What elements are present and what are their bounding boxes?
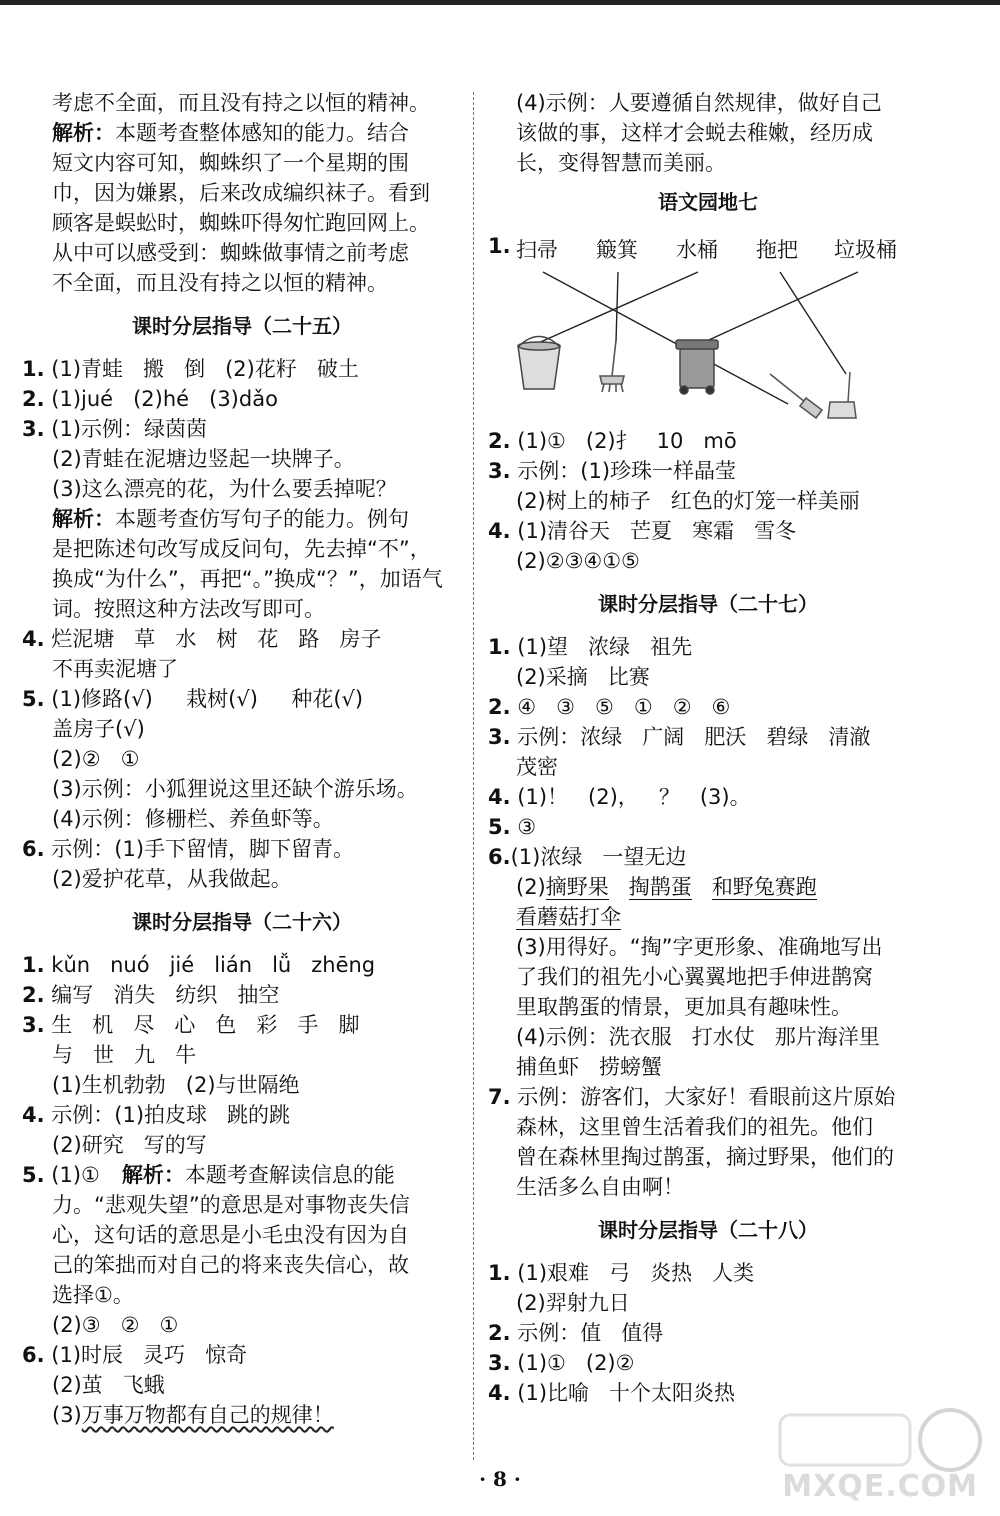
section-heading-yuwen: 语文园地七: [658, 190, 758, 214]
answer-line: 6. 示例：(1)手下留情，脚下留青。: [22, 837, 355, 861]
underlined-answer: 看蘑菇打伞: [516, 905, 621, 929]
answer-line: 3. 示例：浓绿 广阔 肥沃 碧绿 清澈: [488, 725, 871, 749]
section-heading-26: 课时分层指导（二十六）: [132, 910, 352, 934]
text-line: 选择①。: [52, 1283, 134, 1307]
text-line: 短文内容可知，蜘蛛织了一个星期的围: [52, 151, 409, 175]
match-line: [780, 272, 846, 374]
text-line: 力。“悲观失望”的意思是对事物丧失信: [52, 1193, 410, 1217]
watermark-logo: [760, 1400, 990, 1510]
answer-line: 6.(1)浓绿 一望无边: [488, 845, 687, 869]
bucket-icon: [518, 337, 560, 390]
answer-line: 捕鱼虾 捞螃蟹: [516, 1055, 663, 1079]
answer-line: (2)③ ② ①: [52, 1313, 179, 1337]
answer-line: 该做的事，这样才会蜕去稚嫩，经历成: [516, 121, 873, 145]
answer-line: 4. (1)！ (2)， ？ (3)。: [488, 785, 751, 809]
answer-line: (4)示例：人要遵循自然规律，做好自己: [516, 91, 882, 115]
answer-line: (3)这么漂亮的花，为什么要丢掉呢？: [52, 477, 397, 501]
answer-line: 5. (1)① 解析：本题考查解读信息的能: [22, 1163, 395, 1187]
answer-line: 2. 编写 消失 纺织 抽空: [22, 983, 280, 1007]
answer-line: (2)爱护花草，从我做起。: [52, 867, 292, 891]
answer-line: (2)摘野果 掏鹊蛋 和野兔赛跑: [516, 875, 817, 899]
answer-line: (4)示例：修栅栏、养鱼虾等。: [52, 807, 334, 831]
answer-line: 了我们的祖先小心翼翼地把手伸进鹊窝: [516, 965, 873, 989]
answer-line: 2. (1)jué (2)hé (3)dǎo: [22, 387, 278, 411]
text-line: 解析：本题考查整体感知的能力。结合: [52, 121, 409, 145]
answer-line: 3. (1)示例：绿茵茵: [22, 417, 208, 441]
text-line: 不全面，而且没有持之以恒的精神。: [52, 271, 388, 295]
answer-line: [488, 902, 928, 932]
word-label: 水桶: [676, 238, 718, 262]
text-line: 词。按照这种方法改写即可。: [52, 597, 325, 621]
answer-line: 1. (1)青蛙 搬 倒 (2)花籽 破土: [22, 357, 359, 381]
text-line: 考虑不全面，而且没有持之以恒的精神。: [52, 91, 430, 115]
underlined-answer: 掏鹊蛋: [628, 875, 692, 899]
page-number: · 8 ·: [479, 1467, 521, 1491]
answer-line: (2)研究 写的写: [52, 1133, 207, 1157]
answer-line: 长，变得智慧而美丽。: [516, 151, 726, 175]
word-label: 扫帚: [516, 238, 558, 262]
match-line: [543, 272, 788, 404]
match-line: [700, 272, 858, 344]
answer-line: 3. 示例：(1)珍珠一样晶莹: [488, 459, 737, 483]
broom-icon: [770, 374, 822, 418]
word-label: 簸箕: [596, 238, 638, 262]
answer-line: 4. 烂泥塘 草 水 树 花 路 房子: [22, 627, 382, 651]
answer-line: (3)万事万物都有自己的规律！: [52, 1403, 334, 1427]
watermark-text: MXQE.COM: [782, 1469, 978, 1504]
column-divider: [473, 92, 474, 1460]
answer-line: 与 世 九 牛: [52, 1043, 197, 1067]
trash-can-icon: [676, 340, 718, 394]
text-line: 巾，因为嫌累，后来改成编织袜子。看到: [52, 181, 430, 205]
answer-line: 3. 生 机 尽 心 色 彩 手 脚: [22, 1013, 360, 1037]
answer-line: 2. ④ ③ ⑤ ① ② ⑥: [488, 695, 731, 719]
answer-line: 1. kǔn nuó jié lián lǚ zhēng: [22, 953, 376, 977]
answer-line: 4. 示例：(1)拍皮球 跳的跳: [22, 1103, 291, 1127]
matching-graphic: [488, 226, 928, 426]
answer-line: (3)示例：小狐狸说这里还缺个游乐场。: [52, 777, 418, 801]
answer-line: 2. (1)① (2)扌 10 mō: [488, 429, 737, 453]
answer-line: 盖房子(√): [52, 717, 145, 741]
answer-line: 1. (1)艰难 弓 炎热 人类: [488, 1261, 755, 1285]
right-column: [488, 88, 928, 1408]
answer-line: (2)②③④①⑤: [516, 549, 640, 573]
wavy-underlined-answer: 万事万物都有自己的规律！: [81, 1403, 334, 1427]
answer-line: 4. (1)比喻 十个太阳炎热: [488, 1381, 736, 1405]
answer-line: 4. (1)清谷天 芒夏 寒霜 雪冬: [488, 519, 797, 543]
section-heading-25: 课时分层指导（二十五）: [132, 314, 352, 338]
answer-line: (4)示例：洗衣服 打水仗 那片海洋里: [516, 1025, 880, 1049]
answer-line: 7. 示例：游客们，大家好！看眼前这片原始: [488, 1085, 896, 1109]
answer-line: (3)用得好。“掏”字更形象、准确地写出: [516, 935, 883, 959]
left-column: [22, 88, 462, 1430]
text-line: 换成“为什么”，再把“。”换成“？”，加语气: [52, 567, 443, 591]
answer-line: 5. (1)修路(√) 栽树(√) 种花(√): [22, 687, 364, 711]
word-label: 垃圾桶: [834, 238, 897, 262]
answer-line: 6. (1)时辰 灵巧 惊奇: [22, 1343, 248, 1367]
answer-line: (2)采摘 比赛: [516, 665, 650, 689]
answer-line: 1. (1)望 浓绿 祖先: [488, 635, 693, 659]
answer-line: (2)② ①: [52, 747, 140, 771]
answer-line: 5. ③: [488, 815, 537, 839]
jiexi-label: 解析：: [52, 121, 115, 145]
underlined-answer: 和野兔赛跑: [711, 875, 817, 899]
mop-icon: [600, 340, 624, 392]
dustpan-icon: [828, 372, 856, 418]
answer-line: (1)生机勃勃 (2)与世隔绝: [52, 1073, 300, 1097]
answer-line: 曾在森林里掏过鹊蛋，摘过野果，他们的: [516, 1145, 894, 1169]
answer-line: 里取鹊蛋的情景，更加具有趣味性。: [516, 995, 852, 1019]
word-label: 拖把: [756, 238, 798, 262]
answer-line: (2)青蛙在泥塘边竖起一块牌子。: [52, 447, 355, 471]
answer-line: (2)茧 飞蛾: [52, 1373, 165, 1397]
text-line: 顾客是蜈蚣时，蜘蛛吓得匆忙跑回网上。: [52, 211, 430, 235]
answer-line: 2. 示例：值 值得: [488, 1321, 664, 1345]
underlined-answer: 摘野果: [545, 875, 609, 899]
matching-exercise: 1. 扫帚 簸箕 水桶 拖把 垃圾桶: [488, 226, 928, 426]
answer-line: 茂密: [516, 755, 558, 779]
section-heading-27: 课时分层指导（二十七）: [598, 592, 818, 616]
top-border: [0, 0, 1000, 5]
text-line: 从中可以感受到：蜘蛛做事情之前考虑: [52, 241, 409, 265]
answer-line: 不再卖泥塘了: [52, 657, 178, 681]
answer-line: (2)羿射九日: [516, 1291, 630, 1315]
text-line: 是把陈述句改写成反问句，先去掉“不”，: [52, 537, 431, 561]
answer-line: 3. (1)① (2)②: [488, 1351, 635, 1375]
text-line: 己的笨拙而对自己的将来丧失信心，故: [52, 1253, 409, 1277]
section-heading-28: 课时分层指导（二十八）: [598, 1218, 818, 1242]
answer-line: 森林，这里曾生活着我们的祖先。他们: [516, 1115, 873, 1139]
text-line: 心，这句话的意思是小毛虫没有因为自: [52, 1223, 409, 1247]
text-line: 解析：本题考查仿写句子的能力。例句: [52, 507, 409, 531]
answer-line: (2)树上的柿子 红色的灯笼一样美丽: [516, 489, 860, 513]
answer-line: 生活多么自由啊！: [516, 1175, 684, 1199]
